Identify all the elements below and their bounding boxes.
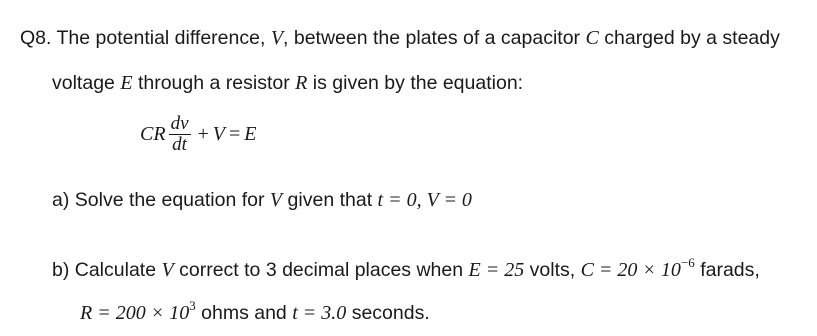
part-b-line-1: [52, 255, 760, 282]
symbol-c: C: [585, 27, 599, 49]
intro-text-3: charged by a steady: [604, 27, 780, 49]
part-b-r-expression: R = 200 × 10: [80, 302, 190, 324]
part-b-text-1: b) Calculate: [52, 259, 157, 281]
part-b-farads: farads,: [700, 259, 760, 281]
intro-text-2: , between the plates of a capacitor: [283, 27, 581, 49]
equation-e: E: [244, 123, 257, 145]
line2-text-2: through a resistor: [137, 72, 290, 94]
question-number: Q8.: [20, 27, 52, 49]
part-b-t-expression: t = 3.0: [292, 302, 347, 324]
symbol-v: V: [270, 27, 284, 49]
part-b-r-exponent: 3: [189, 298, 196, 313]
part-a-symbol-v: V: [269, 189, 283, 211]
equation-equals: =: [229, 123, 241, 145]
part-b-volts: volts,: [529, 259, 576, 281]
fraction-denominator: dt: [172, 134, 187, 155]
line2-text-1: voltage: [52, 72, 115, 94]
fraction-numerator: dv: [170, 113, 189, 134]
intro-text-1: The potential difference,: [56, 27, 266, 49]
part-a: [52, 188, 472, 212]
part-b-ohms: ohms and: [201, 302, 287, 324]
question-line-2: [52, 71, 523, 95]
part-b-c-expression: C = 20 × 10: [580, 259, 681, 281]
equation-plus: +: [197, 123, 209, 145]
part-b-e-expression: E = 25: [468, 259, 525, 281]
part-a-text-1: a) Solve the equation for: [52, 189, 265, 211]
part-a-condition: t = 0, V = 0: [377, 189, 472, 211]
symbol-r: R: [295, 72, 308, 94]
equation-v: V: [212, 123, 225, 145]
part-a-text-2: given that: [287, 189, 373, 211]
line2-text-3: is given by the equation:: [312, 72, 524, 94]
equation-lhs: CR: [140, 123, 166, 145]
part-b-seconds: seconds.: [351, 302, 430, 324]
question-line-1: [20, 26, 780, 50]
derivative-fraction: [169, 114, 191, 155]
part-b-line-2: [80, 298, 430, 325]
part-b-c-exponent: −6: [680, 255, 695, 270]
symbol-e: E: [120, 72, 133, 94]
differential-equation: [140, 114, 257, 155]
part-b-symbol-v: V: [161, 259, 174, 281]
part-b-text-2: correct to 3 decimal places when: [179, 259, 464, 281]
